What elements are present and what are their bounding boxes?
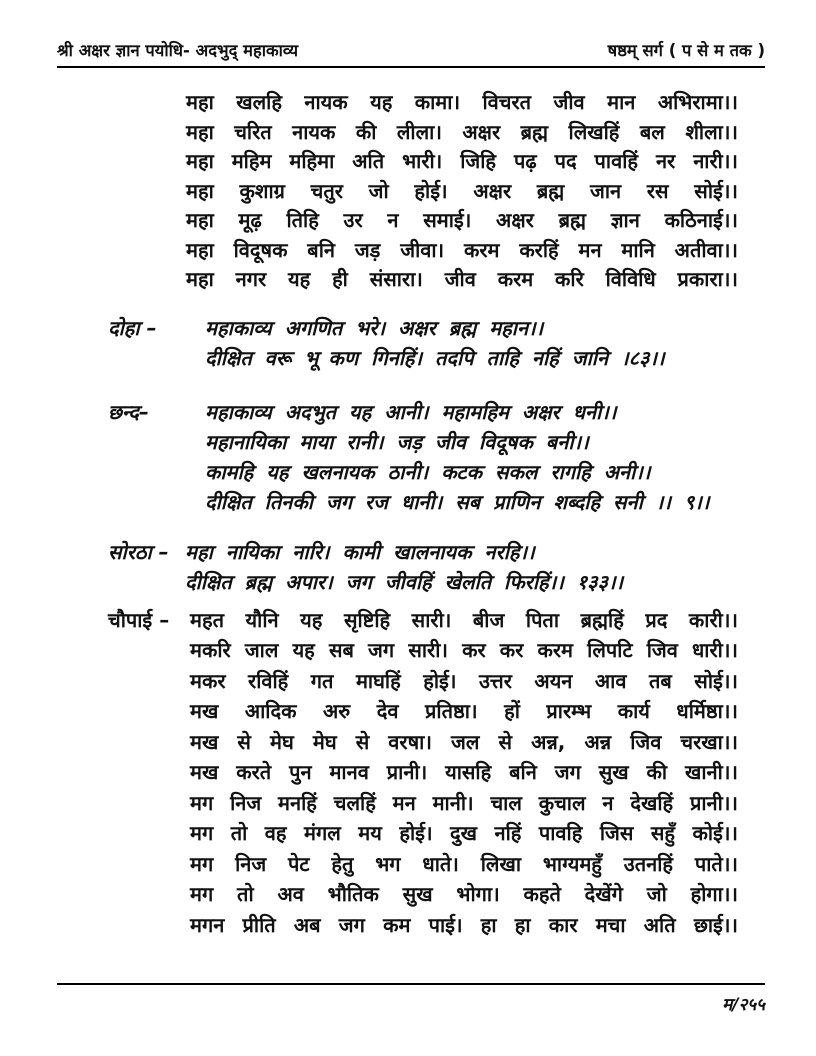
verse-line: मख आदिक अरु देव प्रतिष्ठा। हों प्रारम्भ कार्य धर्मिष्ठा।। xyxy=(190,699,738,723)
verse-line: मख से मेघ मेघ से वरषा। जल से अन्न, अन्न जिव चरखा।। xyxy=(190,729,738,754)
chhand-section xyxy=(0,397,816,517)
verse-line: मगन प्रीति अब जग कम पाई। हा हा कार मचा अति छाई।। xyxy=(190,912,738,937)
verse-line: मग तो वह मंगल मय होई। दुख नहिं पावहि जिस सहुँ कोई।। xyxy=(190,821,738,845)
chaupai-text xyxy=(190,605,738,941)
page-header xyxy=(57,38,765,61)
verse-line: महा मूढ़ तिहि उर न समाई। अक्षर ब्रह्म ज्ञान कठिनाई।। xyxy=(186,208,738,232)
page-body xyxy=(0,88,816,940)
verse-line: मग निज पेट हेतु भग धाते। लिखा भाग्यमहुँ उतनहिं पाते।। xyxy=(190,851,738,876)
verse-line: दीक्षित तिनकी जग रज धानी। सब प्राणिन शब्दहि सनी ।। ९।। xyxy=(205,489,710,514)
verse-line: महा नायिका नारि। कामी खालनायक नरहि।। xyxy=(185,539,535,564)
verse-line: महा खलहि नायक यह कामा। विचरत जीव मान अभिरामा।। xyxy=(186,90,738,114)
chhand-label: छन्द– xyxy=(108,399,149,424)
page-number: म/२५५ xyxy=(722,995,765,1015)
verse-line: महा विदूषक बनि जड़ जीवा। करम करहिं मन मानि अतीवा।। xyxy=(186,237,738,262)
doha-label: दोहा – xyxy=(108,315,157,340)
verse-line: मग निज मनहिं चलहिं मन मानी। चाल कुचाल न देखहिं प्रानी।। xyxy=(190,790,738,815)
verse-line: कामहि यह खलनायक ठानी। कटक सकल रागहि अनी।। xyxy=(205,459,651,484)
doha-section xyxy=(0,313,816,373)
verse-line: महा चरित नायक की लीला। अक्षर ब्रह्म लिखहिं बल शीला।। xyxy=(186,119,738,144)
verse-line: महाकाव्य अदभुत यह आनी। महामहिम अक्षर धनी।। xyxy=(205,399,617,424)
verse-line: महा कुशाग्र चतुर जो होई। अक्षर ब्रह्म जान रस सोई।। xyxy=(186,178,738,203)
chaupai-section xyxy=(0,605,816,941)
header-chapter-title: षष्ठम् सर्ग ( प से म तक ) xyxy=(607,41,765,60)
header-book-title: श्री अक्षर ज्ञान पयोधि- अदभुद् महाकाव्य xyxy=(57,41,299,60)
verse-line: महत यौनि यह सृष्टिहि सारी। बीज पिता ब्रह्महिं प्रद कारी।। xyxy=(190,607,738,632)
verse-line: दीक्षित ब्रह्म अपार। जग जीवहिं खेलति फिरहिं।। १३३।। xyxy=(185,569,624,594)
verse-line: मकर रविहिं गत माघहिं होई। उत्तर अयन आव तब सोई।। xyxy=(190,668,738,693)
header-rule xyxy=(57,66,765,68)
sortha-label: सोरठा – xyxy=(108,539,169,564)
verse-line: मग तो अव भौतिक सुख भोगा। कहते देखेंगे जो होगा।। xyxy=(190,882,738,906)
verse-line: महा नगर यह ही संसारा। जीव करम करि विविधि प्रकारा।। xyxy=(186,267,738,291)
opening-verse-block xyxy=(186,88,738,295)
verse-line: मख करते पुन मानव प्रानी। यासहि बनि जग सुख की खानी।। xyxy=(190,760,738,784)
footer-rule xyxy=(57,983,765,985)
chaupai-label: चौपाई – xyxy=(108,607,170,632)
verse-line: मकरि जाल यह सब जग सारी। कर कर करम लिपटि जिव धारी।। xyxy=(190,638,738,662)
verse-line: महा महिम महिमा अति भारी। जिहि पढ़ पद पावहिं नर नारी।। xyxy=(186,149,738,173)
sortha-section xyxy=(0,537,816,597)
chhand-text xyxy=(205,397,816,517)
doha-text xyxy=(205,313,816,373)
verse-line: दीक्षित वरू भू कण गिनहिं। तदपि ताहि नहिं जानि ।८३।। xyxy=(205,345,665,370)
sortha-text xyxy=(185,537,816,597)
verse-line: महानायिका माया रानी। जड़ जीव विदूषक बनी।। xyxy=(205,429,589,454)
verse-line: महाकाव्य अगणित भरे। अक्षर ब्रह्म महान।। xyxy=(205,315,544,340)
